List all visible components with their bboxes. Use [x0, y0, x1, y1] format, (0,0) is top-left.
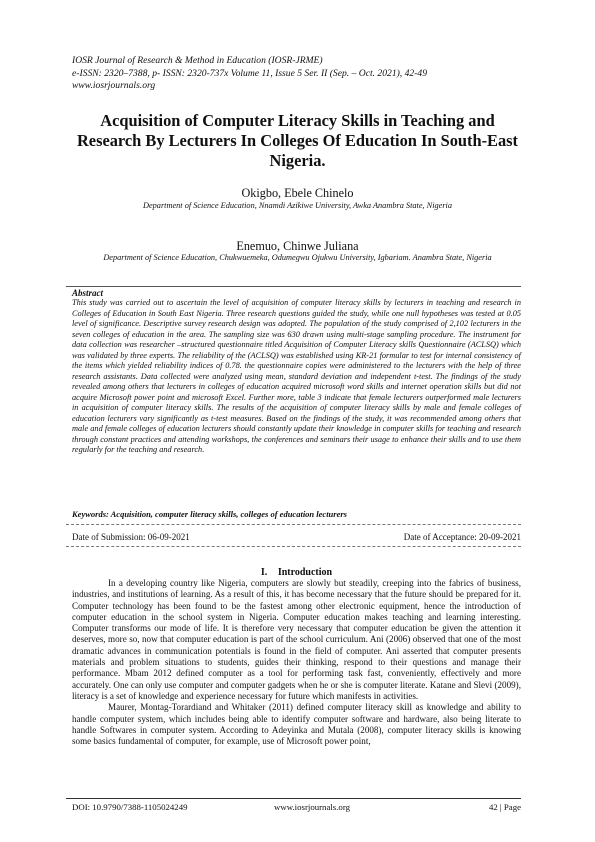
author-name-2: Enemuo, Chinwe Juliana [236, 239, 359, 253]
submission-date: Date of Submission: 06-09-2021 [72, 532, 190, 542]
journal-header [72, 55, 532, 93]
author-affiliation-1: Department of Science Education, Nnamdi Azikiwe University, Awka Anambra State, Nigeria [142, 201, 453, 210]
dates-bottom-divider [66, 546, 521, 547]
section-heading [72, 567, 521, 578]
abstract-top-rule [66, 286, 521, 287]
dates-top-divider [66, 524, 521, 525]
acceptance-date: Date of Acceptance: 20-09-2021 [403, 532, 521, 542]
section-number: I. [260, 567, 268, 578]
footer-rule [66, 798, 521, 799]
section-title: Introduction [277, 567, 333, 578]
issn-line: e-ISSN: 2320–7388, p- ISSN: 2320-737x Volume 11, Issue 5 Ser. II (Sep. – Oct. 2021), 42-49 [72, 67, 427, 79]
footer-doi: DOI: 10.9790/7388-1105024249 [72, 802, 188, 812]
author-name-1: Okigbo, Ebele Chinelo [241, 186, 354, 200]
introduction-body [72, 578, 521, 747]
page-footer [72, 802, 521, 816]
paragraph: Maurer, Montag-Torardiand and Whitaker (2011) defined computer literacy skill as knowledge and ability to handle computer system, which includes being able to identify computer software and hardware, also being literate to handle Softwares in computer system. According to Adeyinka and Mutala (2008), computer literacy skills is knowing some basics fundamental of computer, for example, use of Microsoft power point, [72, 702, 521, 747]
journal-website-link[interactable]: www.iosrjournals.org [72, 80, 156, 92]
abstract-heading: Abstract [72, 288, 104, 298]
journal-name: IOSR Journal of Research & Method in Education (IOSR-JRME) [72, 55, 323, 66]
keywords-line: Keywords: Acquisition, computer literacy skills, colleges of education lecturers [72, 509, 347, 519]
footer-page-number: 42 | Page [488, 802, 521, 812]
paragraph: In a developing country like Nigeria, computers are slowly but steadily, creeping into the fabrics of business, industries, and institutions of learning. As a result of this, it has become necessary that the future should be prepared for it. Computer technology has been found to be the fastest among other electronic equipment, hence the introduction of computer education in the school system in Nigeria. Computer education makes teaching and learning interesting. Computer transforms our mode of life. It is therefore very necessary that computer education be given the attention it deserves, more so, now that computer education is part of the school curriculum. Ani (2006) observed that one of the most dramatic advances in communication potentials is found in the field of computer. Ani asserted that computer presents materials and problem situations to students, guides their thinking, respond to their questions and manage their performance. Mbam 2012 defined computer as a tool for performing task fast, conveniently, effectively and more accurately. One can only use computer and computer gadgets when he or she is computer literate. Katane and Slevi (2009), literacy is a set of knowledge and experience necessary for future which manifests in activities. [72, 578, 521, 701]
abstract-text: This study was carried out to ascertain the level of acquisition of computer literacy skills by lecturers in teaching and research in Colleges of Education in South East Nigeria. Three research questions guided the study, while one null hypotheses was tested at 0.05 level of significance. Descriptive survey research design was adopted. The population of the study comprised of 2,102 lecturers in the seven colleges of education in the area. The sampling size was 630 drawn using multi-stage sampling procedure. The instrument for data collection was researcher –structured questionnaire titled Acquisition of Computer Literacy skills Questionnaire (ACLSQ) which was validated by three experts. The reliability of the (ACLSQ) was established using KR-21 formular to test for internal consistency of the items which yielded reliability indices of 0.78. the questionnaire copies were administered to the lecturers with the help of three research assistants. Data collected were analyzed using mean, standard deviation and independent t-test. The findings of the study revealed among others that lecturers in colleges of education acquired microsoft word skills and internet operation skills but did not acquire Microsoft power point and microsoft Excel. Further more, table 3 indicate that female lecturers outperformed male lecturers in acquisition of computer literacy skills. The results of the acquisition of computer literacy skills by male and female colleges of education lecturers vary significantly as t-test measures. Based on the findings of the study, it was recommended among others that male and female colleges of education lecturers should constantly update their knowledge in computer skills for teaching and research through constant practices and attending workshops, the conferences and seminars their usage to enhance their skills and to use them regularly for the teaching and research. [72, 298, 521, 454]
paper-title: Acquisition of Computer Literacy Skills in Teaching and Research By Lecturers In Colleges Of Education In South-East Nigeria. [76, 111, 519, 170]
author-affiliation-2: Department of Science Education, Chukwuemeka, Odumegwu Ojukwu University, Igbariam. Anambra State, Nigeria [103, 253, 492, 262]
footer-website-link[interactable]: www.iosrjournals.org [274, 802, 350, 812]
